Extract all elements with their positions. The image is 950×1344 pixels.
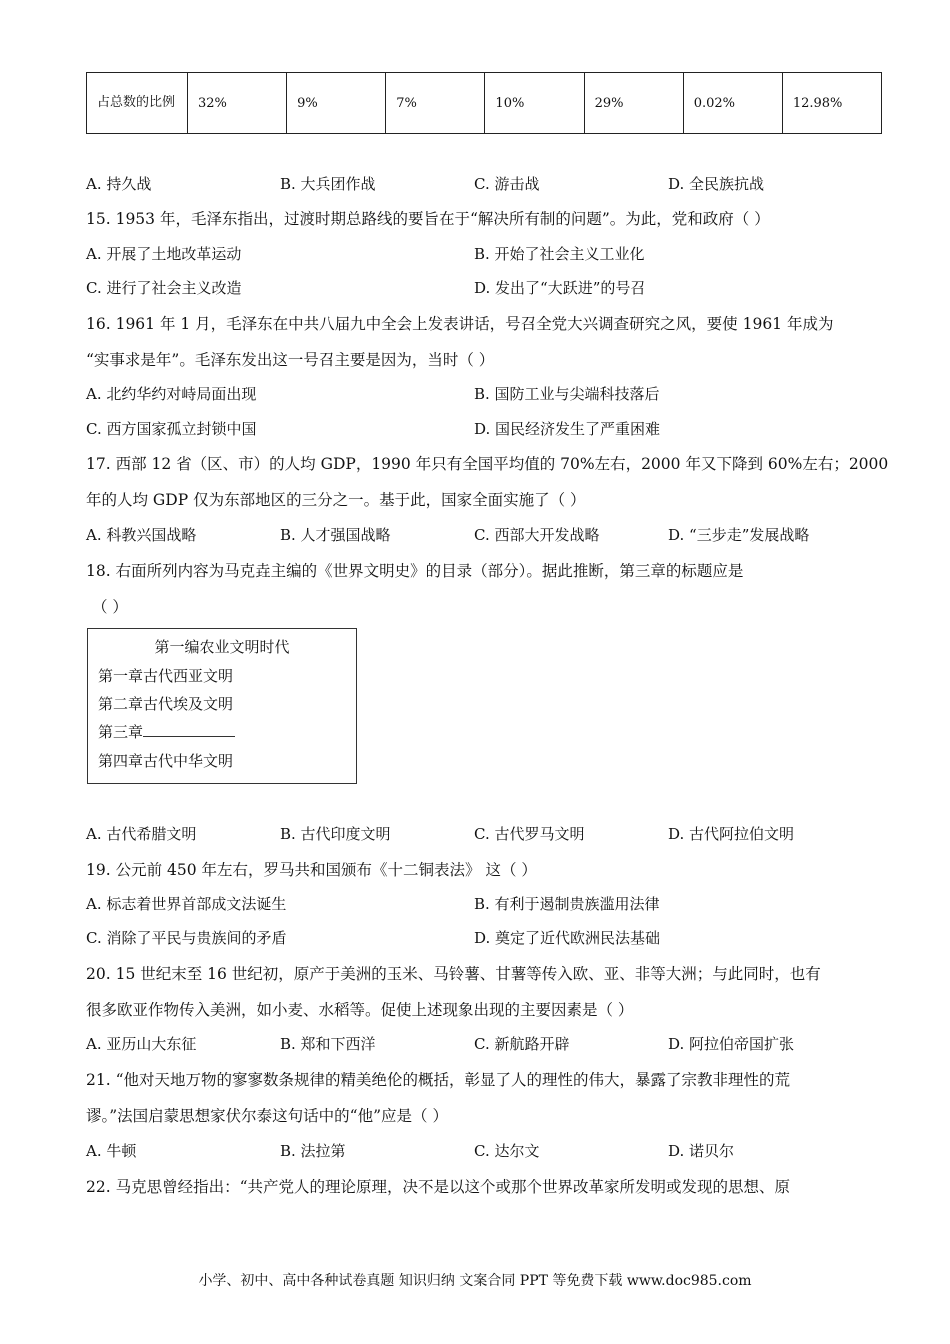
q18-option-a: A. 古代希腊文明	[86, 825, 197, 843]
table-cell: 29%	[584, 73, 683, 134]
q16-option-d: D. 国民经济发生了严重困难	[474, 420, 661, 438]
q14-option-a: A. 持久战	[86, 175, 152, 193]
q22-stem-line1: 22. 马克思曾经指出：“共产党人的理论原理，决不是以这个或那个世界改革家所发明或发现的思想、原	[86, 1178, 791, 1196]
q14-option-c: C. 游击战	[474, 175, 540, 193]
q18-stem-line2: （ ）	[92, 598, 128, 616]
table-of-contents-box	[87, 628, 357, 784]
q20-stem-line1: 20. 15 世纪末至 16 世纪初，原产于美洲的玉米、马铃薯、甘薯等传入欧、亚、非等大洲；与此同时，也有	[86, 965, 821, 983]
table-cell: 10%	[485, 73, 584, 134]
q19-option-b: B. 有利于遏制贵族滥用法律	[474, 895, 660, 913]
page-footer: 小学、初中、高中各种试卷真题 知识归纳 文案合同 PPT 等免费下载 www.doc985.com	[198, 1273, 752, 1289]
q15-option-c: C. 进行了社会主义改造	[86, 279, 242, 297]
q15-option-b: B. 开始了社会主义工业化	[474, 245, 645, 263]
table-cell: 9%	[287, 73, 386, 134]
q18-stem-line1: 18. 右面所列内容为马克垚主编的《世界文明史》的目录（部分）。据此推断，第三章的标题应是	[86, 562, 744, 580]
toc-chapter-4: 第四章古代中华文明	[98, 752, 234, 770]
q17-option-c: C. 西部大开发战略	[474, 526, 600, 544]
table-row	[87, 73, 882, 134]
toc-title: 第一编农业文明时代	[154, 638, 290, 656]
q17-option-b: B. 人才强国战略	[280, 526, 391, 544]
q21-stem-line2: 谬。”法国启蒙思想家伏尔泰这句话中的“他”应是（ ）	[86, 1107, 448, 1125]
q19-stem: 19. 公元前 450 年左右，罗马共和国颁布《十二铜表法》 这（ ）	[86, 861, 537, 879]
q20-stem-line2: 很多欧亚作物传入美洲，如小麦、水稻等。促使上述现象出现的主要因素是（ ）	[86, 1001, 634, 1019]
q20-option-a: A. 亚历山大东征	[86, 1035, 197, 1053]
toc-chapter-3	[98, 721, 235, 742]
q15-stem: 15. 1953 年，毛泽东指出，过渡时期总路线的要旨在于“解决所有制的问题”。为此，党和政府（ ）	[86, 210, 770, 228]
q16-option-a: A. 北约华约对峙局面出现	[86, 385, 257, 403]
answer-blank	[143, 722, 235, 737]
q16-stem-line1: 16. 1961 年 1 月，毛泽东在中共八届九中全会上发表讲话，号召全党大兴调查研究之风，要使 1961 年成为	[86, 315, 834, 333]
q21-option-d: D. 诺贝尔	[668, 1142, 735, 1160]
q18-option-c: C. 古代罗马文明	[474, 825, 585, 843]
table-cell: 7%	[386, 73, 485, 134]
q16-stem-line2: “实事求是年”。毛泽东发出这一号召主要是因为，当时（ ）	[86, 351, 495, 369]
q15-option-d: D. 发出了“大跃进”的号召	[474, 279, 646, 297]
q20-option-c: C. 新航路开辟	[474, 1035, 570, 1053]
q18-option-d: D. 古代阿拉伯文明	[668, 825, 795, 843]
toc-chapter-1: 第一章古代西亚文明	[98, 667, 234, 685]
q16-option-c: C. 西方国家孤立封锁中国	[86, 420, 257, 438]
q20-option-b: B. 郑和下西洋	[280, 1035, 376, 1053]
q19-option-c: C. 消除了平民与贵族间的矛盾	[86, 929, 287, 947]
ratio-table	[86, 72, 882, 134]
q20-option-d: D. 阿拉伯帝国扩张	[668, 1035, 795, 1053]
table-cell: 32%	[188, 73, 287, 134]
toc-chapter-2: 第二章古代埃及文明	[98, 695, 234, 713]
q21-stem-line1: 21. “他对天地万物的寥寥数条规律的精美绝伦的概括，彰显了人的理性的伟大，暴露了宗教非理性的荒	[86, 1071, 791, 1089]
q17-option-a: A. 科教兴国战略	[86, 526, 197, 544]
toc-chapter-3-label: 第三章	[98, 723, 144, 741]
q17-stem-line2: 年的人均 GDP 仅为东部地区的三分之一。基于此，国家全面实施了（ ）	[86, 491, 586, 509]
table-cell: 12.98%	[782, 73, 881, 134]
q18-option-b: B. 古代印度文明	[280, 825, 391, 843]
q17-option-d: D. “三步走”发展战略	[668, 526, 810, 544]
q17-stem-line1: 17. 西部 12 省（区、市）的人均 GDP，1990 年只有全国平均值的 70%左右，2000 年又下降到 60%左右；2000	[86, 455, 889, 473]
q16-option-b: B. 国防工业与尖端科技落后	[474, 385, 660, 403]
table-cell: 0.02%	[683, 73, 782, 134]
table-header-cell: 占总数的比例	[87, 73, 188, 134]
q19-option-d: D. 奠定了近代欧洲民法基础	[474, 929, 661, 947]
q21-option-c: C. 达尔文	[474, 1142, 540, 1160]
q19-option-a: A. 标志着世界首部成文法诞生	[86, 895, 287, 913]
q14-option-b: B. 大兵团作战	[280, 175, 376, 193]
q15-option-a: A. 开展了土地改革运动	[86, 245, 242, 263]
q21-option-a: A. 牛顿	[86, 1142, 137, 1160]
q21-option-b: B. 法拉第	[280, 1142, 346, 1160]
q14-option-d: D. 全民族抗战	[668, 175, 765, 193]
